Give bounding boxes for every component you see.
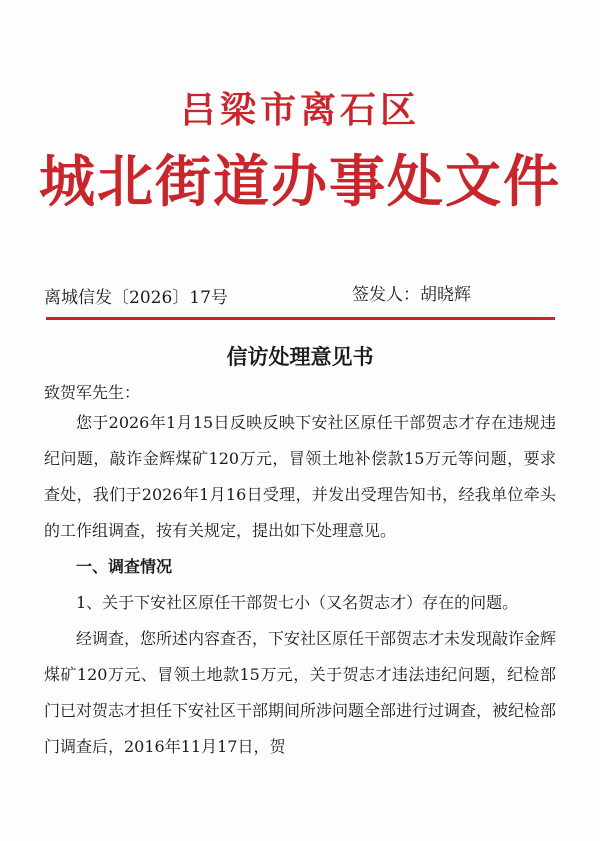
issuing-authority: 吕梁市离石区 [179,89,420,131]
salutation: 致贺军先生： [44,383,141,402]
section-heading: 一、调查情况 [76,557,173,576]
document-number: 离城信发〔2026〕17号 [44,288,228,308]
document-body [44,405,556,765]
finding-paragraph: 经调查，您所述内容查否，下安社区原任干部贺志才未发现敲诈金辉煤矿120万元、冒领土地款15万元，关于贺志才违法违纪问题，纪检部门已对贺志才担任下安社区干部期间所涉问题全部进行过调查，被纪检部门调查后，2016年11月17日，贺 [44,629,557,756]
signer: 签发人：胡晓辉 [352,285,471,305]
document-header-title: 城北街道办事处文件 [39,149,561,215]
item-paragraph: 1、关于下安社区原任干部贺七小（又名贺志才）存在的问题。 [76,593,519,612]
intro-paragraph: 您于2026年1月15日反映反映下安社区原任干部贺志才存在违规违纪问题，敲诈金辉煤矿120万元，冒领土地补偿款15万元等问题，要求查处，我们于2026年1月16日受理，并发出受理告知书，经我单位牵头的工作组调查，按有关规定，提出如下处理意见。 [44,413,556,540]
document-title: 信访处理意见书 [226,344,374,369]
red-divider [46,317,555,320]
